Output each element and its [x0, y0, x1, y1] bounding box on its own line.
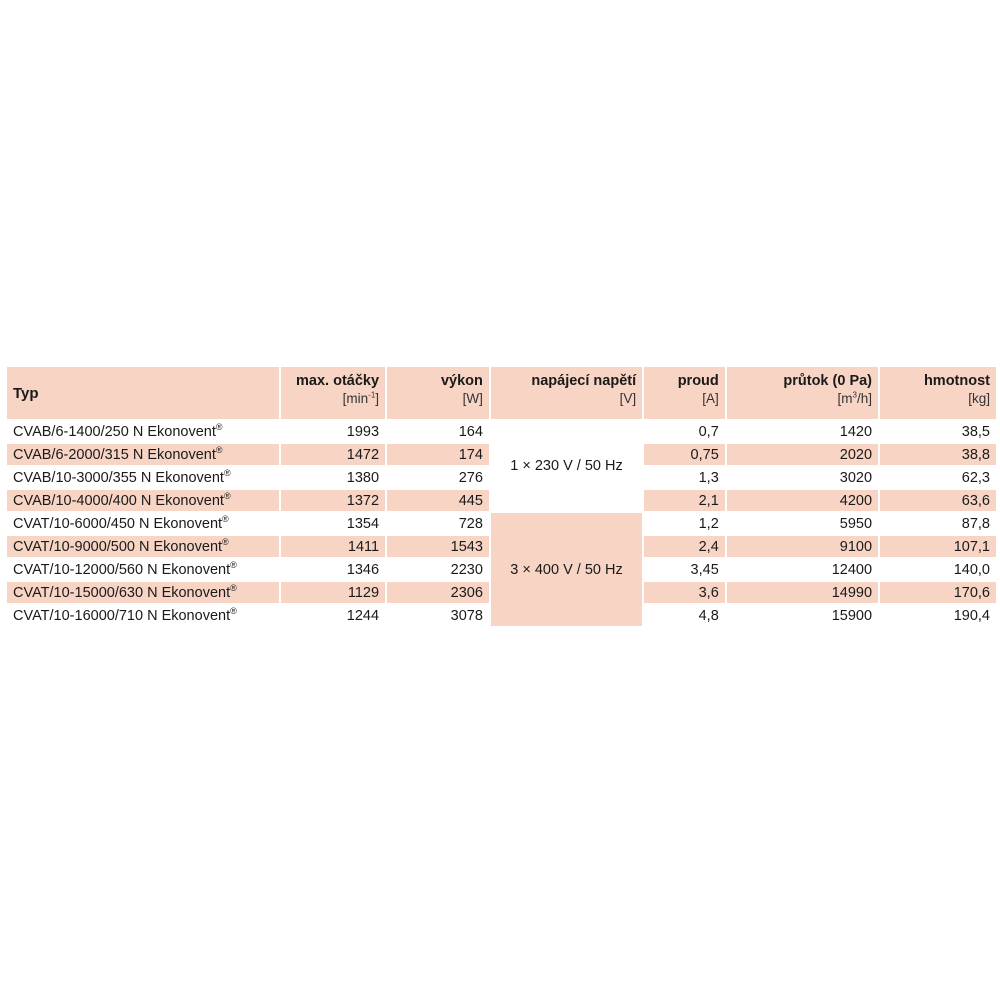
cell-power: 164	[458, 423, 483, 440]
registered-mark: ®	[230, 582, 237, 593]
type-text: CVAB/6-1400/250 N Ekonovent	[13, 423, 216, 440]
cell-mass: 170,6	[880, 582, 996, 603]
header-rpm-unit-end: ]	[375, 391, 380, 406]
cell-current: 3,6	[644, 582, 725, 603]
header-rpm-unit-base: [min	[342, 391, 369, 406]
cell-flow: 12400	[831, 561, 873, 578]
header-typ: Typ	[7, 367, 279, 419]
cell-mass: 63,6	[880, 490, 996, 511]
cell-flow: 14990	[727, 582, 878, 603]
header-voltage-unit: [V]	[619, 391, 637, 406]
cell-voltage-group-1: 1 × 230 V / 50 Hz	[491, 421, 642, 511]
header-rpm-label: max. otáčky	[296, 373, 380, 389]
header-flow-label: průtok (0 Pa)	[783, 373, 873, 389]
registered-mark: ®	[215, 421, 223, 432]
cell-power: 445	[387, 490, 489, 511]
header-voltage	[491, 367, 642, 419]
cell-current: 1,2	[698, 515, 719, 532]
cell-mass: 140,0	[953, 561, 990, 578]
cell-current: 3,45	[690, 561, 719, 578]
table-header-row	[7, 367, 996, 419]
cell-rpm: 1354	[346, 515, 380, 532]
table-row	[7, 421, 996, 442]
cell-current: 0,7	[698, 423, 719, 440]
cell-power: 276	[458, 469, 483, 486]
cell-rpm: 1993	[346, 423, 380, 440]
header-mass-label: hmotnost	[923, 373, 990, 389]
cell-mass: 87,8	[961, 515, 990, 532]
cell-flow: 4200	[727, 490, 878, 511]
cell-power: 1543	[387, 536, 489, 557]
type-text: CVAT/10-6000/450 N Ekonovent	[13, 515, 223, 532]
header-voltage-label: napájecí napětí	[531, 373, 637, 389]
cell-rpm: 1411	[281, 536, 385, 557]
cell-flow: 5950	[839, 515, 873, 532]
header-power-unit: [W]	[462, 391, 483, 406]
cell-type	[7, 559, 279, 580]
cell-current: 2,1	[644, 490, 725, 511]
registered-mark: ®	[222, 536, 229, 547]
header-flow-unit-sup: 3	[852, 390, 857, 400]
cell-rpm: 1472	[281, 444, 385, 465]
type-text: CVAT/10-15000/630 N Ekonovent	[13, 584, 231, 601]
header-flow-unit	[733, 390, 872, 407]
cell-mass: 38,5	[961, 423, 990, 440]
cell-flow: 15900	[831, 607, 873, 624]
cell-type	[7, 421, 279, 442]
header-current	[644, 367, 725, 419]
header-mass	[880, 367, 996, 419]
header-power-label: výkon	[440, 373, 483, 389]
cell-flow: 1420	[839, 423, 873, 440]
registered-mark: ®	[222, 513, 229, 524]
cell-current: 2,4	[644, 536, 725, 557]
cell-power: 728	[458, 515, 483, 532]
cell-power: 2306	[387, 582, 489, 603]
cell-current: 1,3	[698, 469, 719, 486]
cell-current: 0,75	[644, 444, 725, 465]
cell-rpm: 1372	[281, 490, 385, 511]
cell-flow: 2020	[727, 444, 878, 465]
header-mass-unit: [kg]	[968, 391, 990, 406]
cell-type	[7, 536, 279, 557]
ventilator-spec-table	[5, 365, 998, 628]
cell-type	[7, 582, 279, 603]
cell-mass: 190,4	[953, 607, 990, 624]
cell-mass: 62,3	[961, 469, 990, 486]
cell-rpm: 1380	[346, 469, 380, 486]
header-current-unit: [A]	[702, 391, 719, 406]
cell-flow: 9100	[727, 536, 878, 557]
cell-current: 4,8	[698, 607, 719, 624]
header-rpm-unit	[287, 390, 379, 407]
cell-rpm: 1244	[346, 607, 380, 624]
cell-mass: 107,1	[880, 536, 996, 557]
type-text: CVAT/10-9000/500 N Ekonovent	[13, 538, 223, 555]
cell-power: 174	[387, 444, 489, 465]
header-power	[387, 367, 489, 419]
type-text: CVAT/10-16000/710 N Ekonovent	[13, 607, 231, 624]
type-text: CVAB/10-3000/355 N Ekonovent	[13, 469, 224, 486]
header-rpm-unit-sup: -1	[368, 390, 376, 400]
cell-power: 2230	[450, 561, 483, 578]
cell-type	[7, 513, 279, 534]
registered-mark: ®	[223, 467, 231, 478]
registered-mark: ®	[215, 444, 223, 455]
cell-power: 3078	[450, 607, 483, 624]
type-text: CVAB/6-2000/315 N Ekonovent	[13, 446, 216, 463]
registered-mark: ®	[230, 605, 237, 616]
cell-mass: 38,8	[880, 444, 996, 465]
cell-type	[7, 467, 279, 488]
cell-type	[7, 605, 279, 626]
type-text: CVAT/10-12000/560 N Ekonovent	[13, 561, 231, 578]
cell-voltage-group-2: 3 × 400 V / 50 Hz	[491, 513, 642, 626]
header-flow-unit-base: [m	[837, 391, 853, 406]
table-row	[7, 513, 996, 534]
header-rpm	[281, 367, 385, 419]
cell-rpm: 1346	[346, 561, 380, 578]
header-flow	[727, 367, 878, 419]
header-current-label: proud	[677, 373, 719, 389]
registered-mark: ®	[223, 490, 231, 501]
cell-type	[7, 444, 279, 465]
cell-rpm: 1129	[281, 582, 385, 603]
type-text: CVAB/10-4000/400 N Ekonovent	[13, 492, 224, 509]
header-flow-unit-end: /h]	[857, 391, 873, 406]
cell-type	[7, 490, 279, 511]
cell-flow: 3020	[839, 469, 873, 486]
registered-mark: ®	[230, 559, 237, 570]
